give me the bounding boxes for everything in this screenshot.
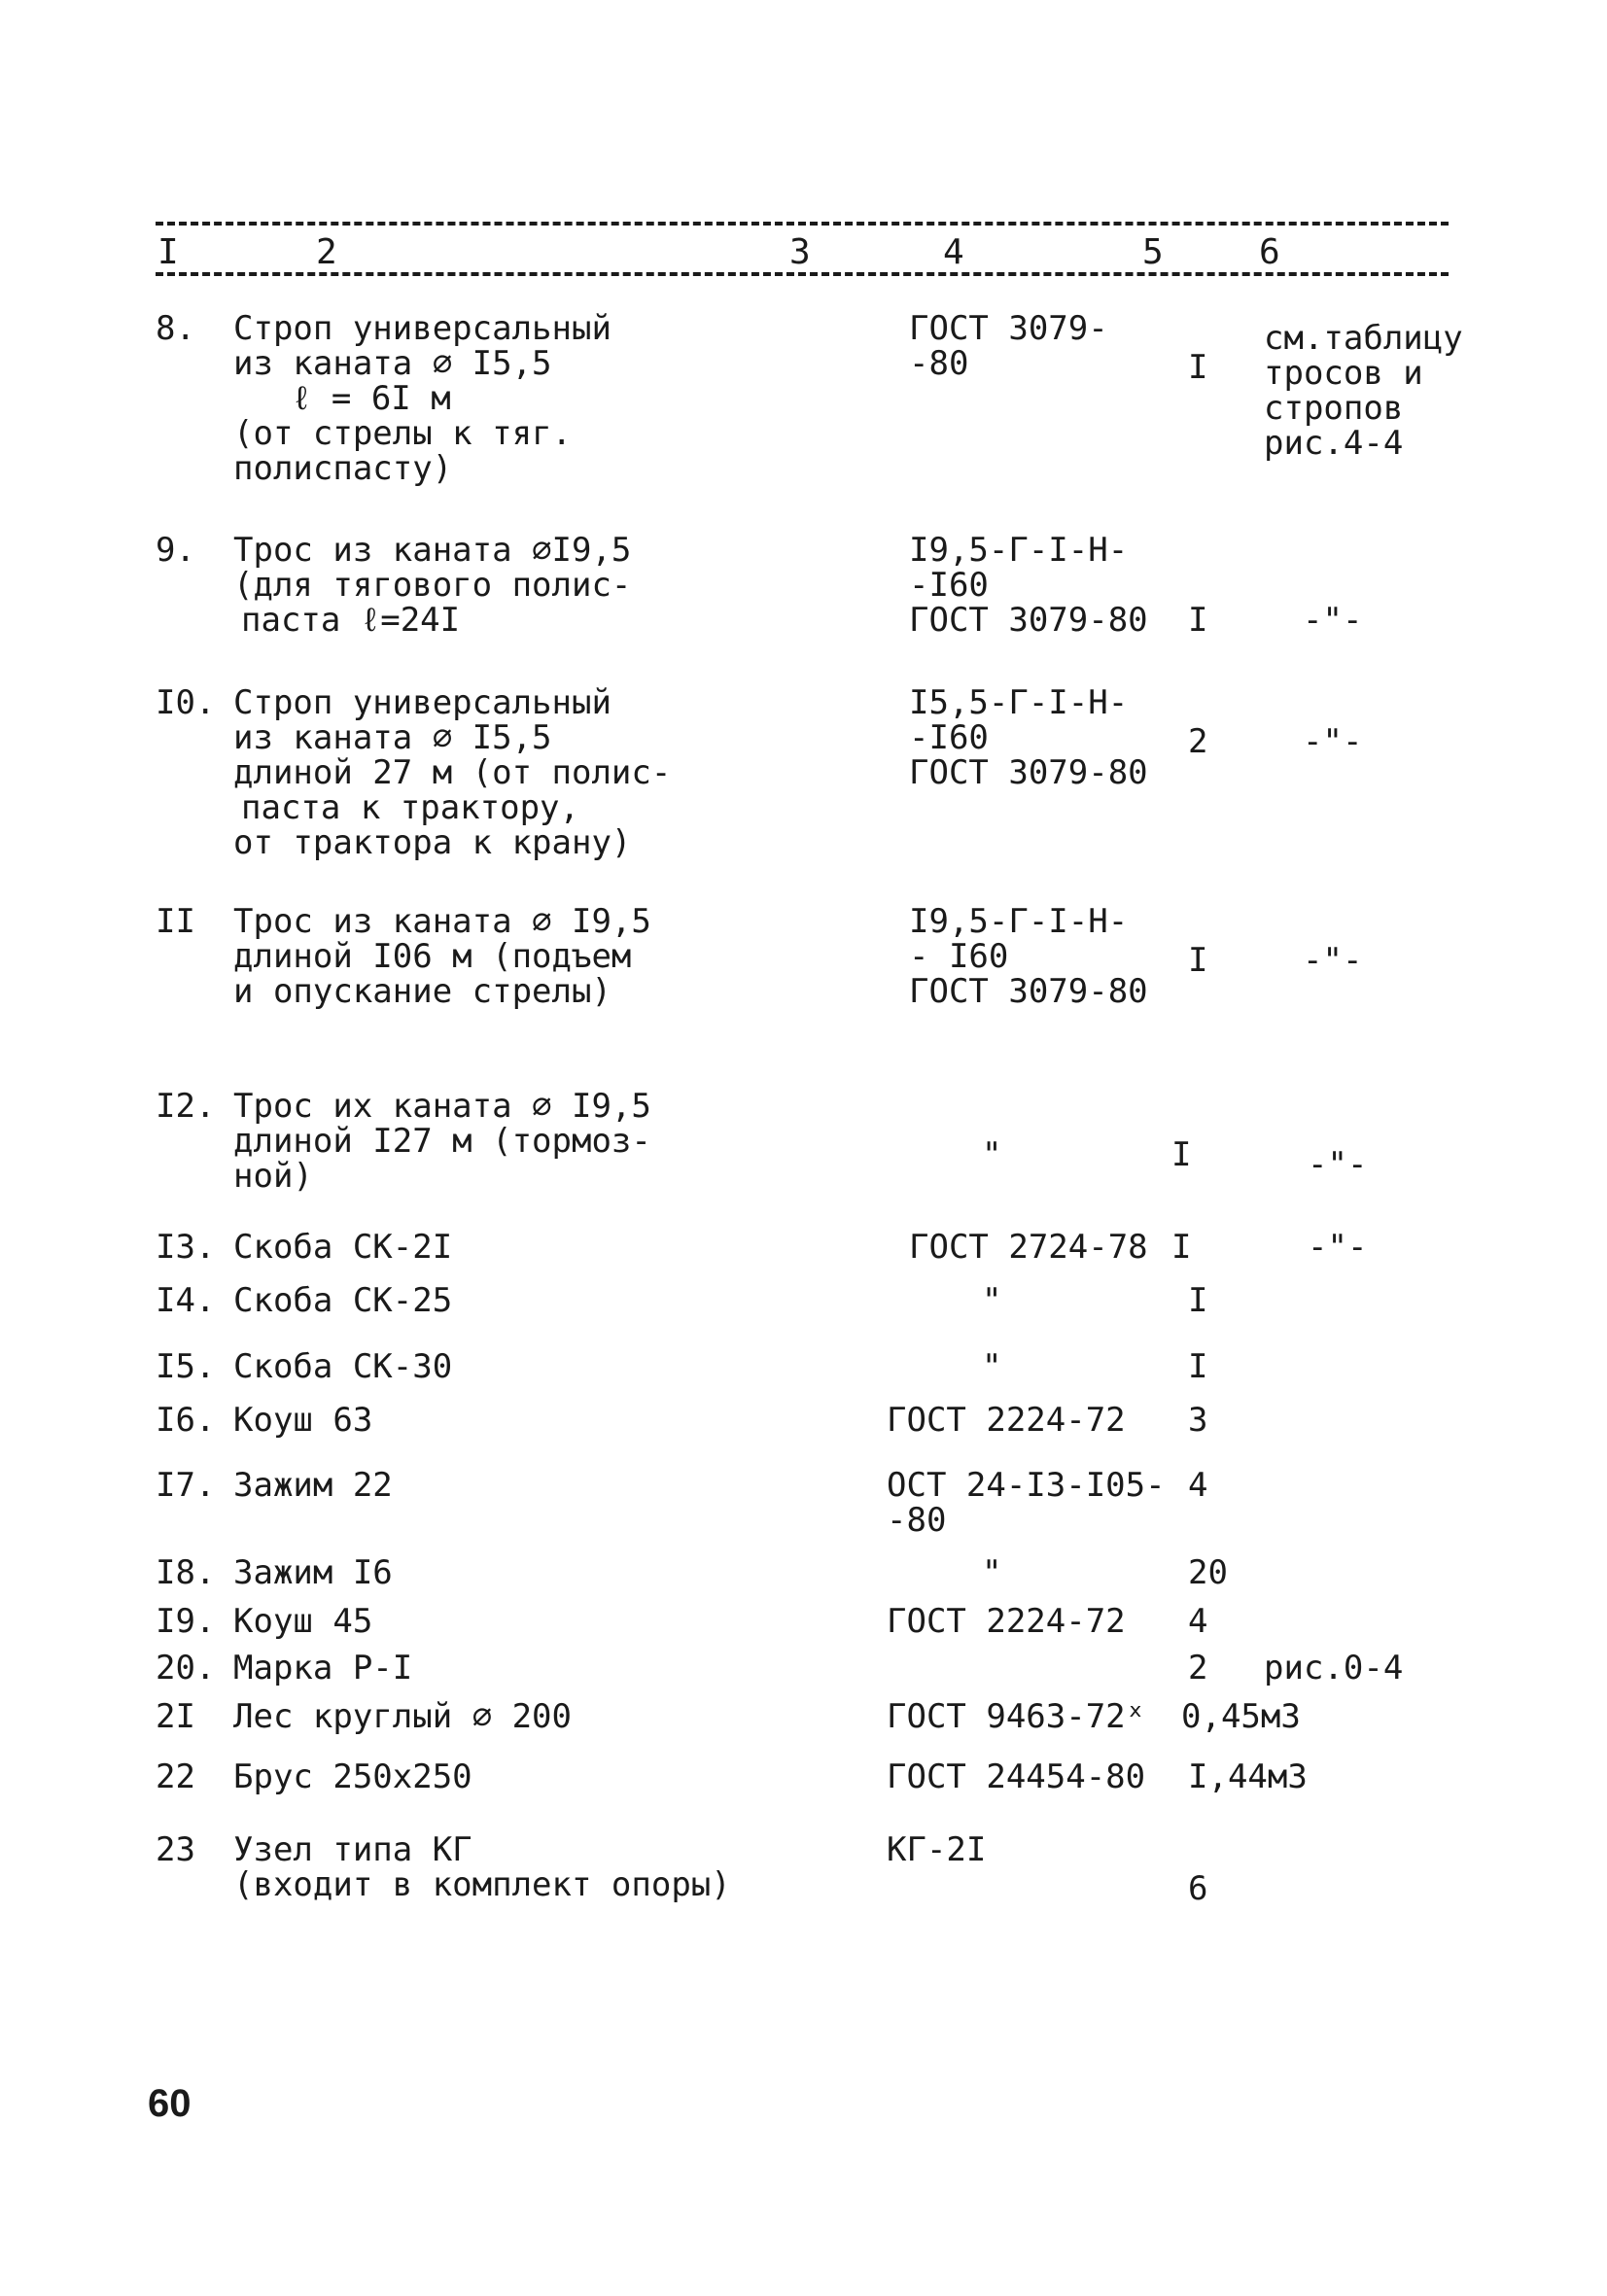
- item-standard-line: -I60: [909, 718, 989, 757]
- item-standard-line: ": [982, 1135, 1002, 1174]
- item-quantity: 0,45м3: [1181, 1697, 1301, 1736]
- item-quantity: 4: [1188, 1602, 1208, 1641]
- item-name: [233, 1699, 572, 1734]
- row-number: I9.: [156, 1602, 216, 1641]
- item-standard-line: -80: [887, 1501, 947, 1540]
- row-number: 23: [156, 1830, 195, 1869]
- item-name-line: Трос их каната ⌀ I9,5: [233, 1087, 651, 1126]
- item-name: [233, 311, 611, 486]
- item-standard: [887, 1759, 1145, 1794]
- item-standard-line: ГОСТ 3079-: [909, 309, 1108, 348]
- item-standard-line: - I60: [909, 937, 1009, 976]
- item-standard: [909, 904, 1148, 1009]
- item-name-line: длиной I06 м (подъем: [233, 937, 632, 976]
- header-col-3: 3: [789, 232, 811, 272]
- item-note: [1303, 603, 1362, 638]
- item-note: [1308, 1147, 1367, 1182]
- item-name: [233, 904, 651, 1009]
- header-bottom-rule: [156, 272, 1449, 276]
- item-standard-line: ГОСТ 2224-72: [887, 1401, 1126, 1440]
- item-name-line: Строп универсальный: [233, 309, 611, 348]
- item-quantity: 2: [1188, 722, 1208, 761]
- item-standard: [982, 1349, 1001, 1384]
- item-standard: [909, 685, 1148, 790]
- item-standard-line: -I60: [909, 566, 989, 605]
- row-number: 9.: [156, 531, 195, 570]
- item-name-line: и опускание стрелы): [233, 972, 611, 1011]
- item-name-line: Зажим I6: [233, 1553, 393, 1592]
- item-name: [233, 1832, 731, 1902]
- item-standard: [887, 1699, 1145, 1734]
- header-col-4: 4: [943, 232, 964, 272]
- row-number: I3.: [156, 1228, 216, 1267]
- item-quantity: I: [1188, 1281, 1208, 1320]
- item-quantity: I,44м3: [1188, 1757, 1308, 1796]
- item-name-line: Скоба СК-2I: [233, 1228, 453, 1267]
- header-col-1: I: [157, 232, 179, 272]
- item-name-line: длиной 27 м (от полис-: [233, 753, 672, 792]
- item-quantity: I: [1188, 1347, 1208, 1386]
- item-standard: [909, 311, 1108, 381]
- item-name: [233, 1468, 393, 1503]
- item-name-line: Трос из каната ⌀I9,5: [233, 531, 632, 570]
- item-note-line: -"-: [1308, 1145, 1368, 1184]
- item-name-line: Скоба СК-25: [233, 1281, 453, 1320]
- header-col-6: 6: [1259, 232, 1280, 272]
- item-note-line: тросов и: [1264, 354, 1423, 393]
- item-standard-line: ГОСТ 3079-80: [909, 601, 1148, 640]
- item-name: [233, 685, 671, 860]
- item-name-line: Трос из каната ⌀ I9,5: [233, 902, 651, 941]
- item-standard-line: ГОСТ 2724-78: [909, 1228, 1148, 1267]
- item-standard: [887, 1403, 1126, 1438]
- header-col-2: 2: [316, 232, 337, 272]
- item-name: [233, 533, 631, 638]
- row-number: I6.: [156, 1401, 216, 1440]
- item-note-line: стропов: [1264, 389, 1404, 428]
- item-name: [233, 1651, 412, 1686]
- row-number: I7.: [156, 1466, 216, 1505]
- row-number: I0.: [156, 683, 216, 722]
- item-standard-line: I9,5-Г-I-Н-: [909, 902, 1129, 941]
- header-top-rule: [156, 222, 1449, 226]
- item-name-line: Узел типа КГ: [233, 1830, 472, 1869]
- item-name-line: (для тягового полис-: [233, 566, 632, 605]
- item-standard-line: ": [982, 1347, 1002, 1386]
- item-name-line: Строп универсальный: [233, 683, 611, 722]
- item-standard-line: -80: [909, 344, 969, 383]
- item-name-line: из каната ⌀ I5,5: [233, 718, 552, 757]
- item-name: [233, 1283, 452, 1318]
- item-quantity: 3: [1188, 1401, 1208, 1440]
- item-name: [233, 1555, 393, 1590]
- item-standard-line: ГОСТ 3079-80: [909, 972, 1148, 1011]
- row-number: II: [156, 902, 195, 941]
- item-note: [1264, 1651, 1403, 1686]
- item-quantity: I: [1188, 941, 1208, 980]
- item-note: [1303, 724, 1362, 759]
- item-name-line: Коуш 45: [233, 1602, 373, 1641]
- item-name: [233, 1089, 651, 1194]
- item-name: [233, 1230, 452, 1265]
- item-standard-line: ГОСТ 9463-72ˣ: [887, 1697, 1146, 1736]
- item-name-line: паста к трактору,: [241, 788, 579, 827]
- item-name-line: паста ℓ=24I: [241, 601, 461, 640]
- item-quantity: 2: [1188, 1649, 1208, 1687]
- item-note-line: -"-: [1308, 1228, 1368, 1267]
- item-standard: [909, 1230, 1148, 1265]
- item-note: [1264, 321, 1463, 461]
- item-quantity: 20: [1188, 1553, 1228, 1592]
- item-quantity: I: [1188, 601, 1208, 640]
- item-note: [1308, 1230, 1367, 1265]
- item-name: [233, 1349, 452, 1384]
- item-standard-line: КГ-2I: [887, 1830, 987, 1869]
- item-quantity: 4: [1188, 1466, 1208, 1505]
- item-name-line: Лес круглый ⌀ 200: [233, 1697, 572, 1736]
- row-number: I8.: [156, 1553, 216, 1592]
- item-name: [233, 1403, 372, 1438]
- item-note-line: -"-: [1303, 601, 1363, 640]
- item-name-line: Коуш 63: [233, 1401, 373, 1440]
- item-quantity: 6: [1188, 1869, 1208, 1908]
- row-number: 20.: [156, 1649, 216, 1687]
- item-standard: [982, 1555, 1001, 1590]
- row-number: I2.: [156, 1087, 216, 1126]
- item-quantity: I: [1188, 348, 1208, 387]
- item-note-line: -"-: [1303, 941, 1363, 980]
- item-name-line: от трактора к крану): [233, 823, 632, 862]
- item-name-line: ной): [233, 1157, 313, 1196]
- item-standard: [887, 1604, 1126, 1639]
- item-quantity: I: [1171, 1228, 1192, 1267]
- item-quantity: I: [1171, 1135, 1192, 1174]
- item-note-line: рис.0-4: [1264, 1649, 1404, 1687]
- item-standard-line: ": [982, 1281, 1002, 1320]
- item-name: [233, 1604, 372, 1639]
- item-standard-line: ГОСТ 3079-80: [909, 753, 1148, 792]
- item-standard: [887, 1832, 986, 1867]
- item-name-line: (от стрелы к тяг.: [233, 414, 572, 453]
- item-name: [233, 1759, 472, 1794]
- header-col-5: 5: [1142, 232, 1164, 272]
- page-number: 60: [148, 2082, 192, 2125]
- item-name-line: Марка Р-I: [233, 1649, 413, 1687]
- item-standard-line: I5,5-Г-I-Н-: [909, 683, 1129, 722]
- item-standard: [982, 1137, 1001, 1172]
- item-name-line: Брус 250x250: [233, 1757, 472, 1796]
- item-name-line: (входит в комплект опоры): [233, 1865, 731, 1904]
- item-standard-line: ГОСТ 2224-72: [887, 1602, 1126, 1641]
- item-standard-line: ОСТ 24-I3-I05-: [887, 1466, 1166, 1505]
- item-standard: [909, 533, 1148, 638]
- item-name-line: ℓ = 6I м: [292, 379, 451, 418]
- row-number: 8.: [156, 309, 195, 348]
- item-name-line: Зажим 22: [233, 1466, 393, 1505]
- item-standard-line: I9,5-Г-I-Н-: [909, 531, 1129, 570]
- row-number: 2I: [156, 1697, 195, 1736]
- item-standard-line: ": [982, 1553, 1002, 1592]
- item-name-line: полиспасту): [233, 449, 453, 488]
- item-note-line: -"-: [1303, 722, 1363, 761]
- row-number: I5.: [156, 1347, 216, 1386]
- item-name-line: из каната ⌀ I5,5: [233, 344, 552, 383]
- item-name-line: Скоба СК-30: [233, 1347, 453, 1386]
- item-standard: [982, 1283, 1001, 1318]
- item-note-line: рис.4-4: [1264, 424, 1404, 463]
- item-standard-line: ГОСТ 24454-80: [887, 1757, 1146, 1796]
- row-number: I4.: [156, 1281, 216, 1320]
- item-standard: [887, 1468, 1166, 1538]
- item-name-line: длиной I27 м (тормоз-: [233, 1122, 651, 1161]
- item-note: [1303, 943, 1362, 978]
- row-number: 22: [156, 1757, 195, 1796]
- item-note-line: см.таблицу: [1264, 319, 1463, 358]
